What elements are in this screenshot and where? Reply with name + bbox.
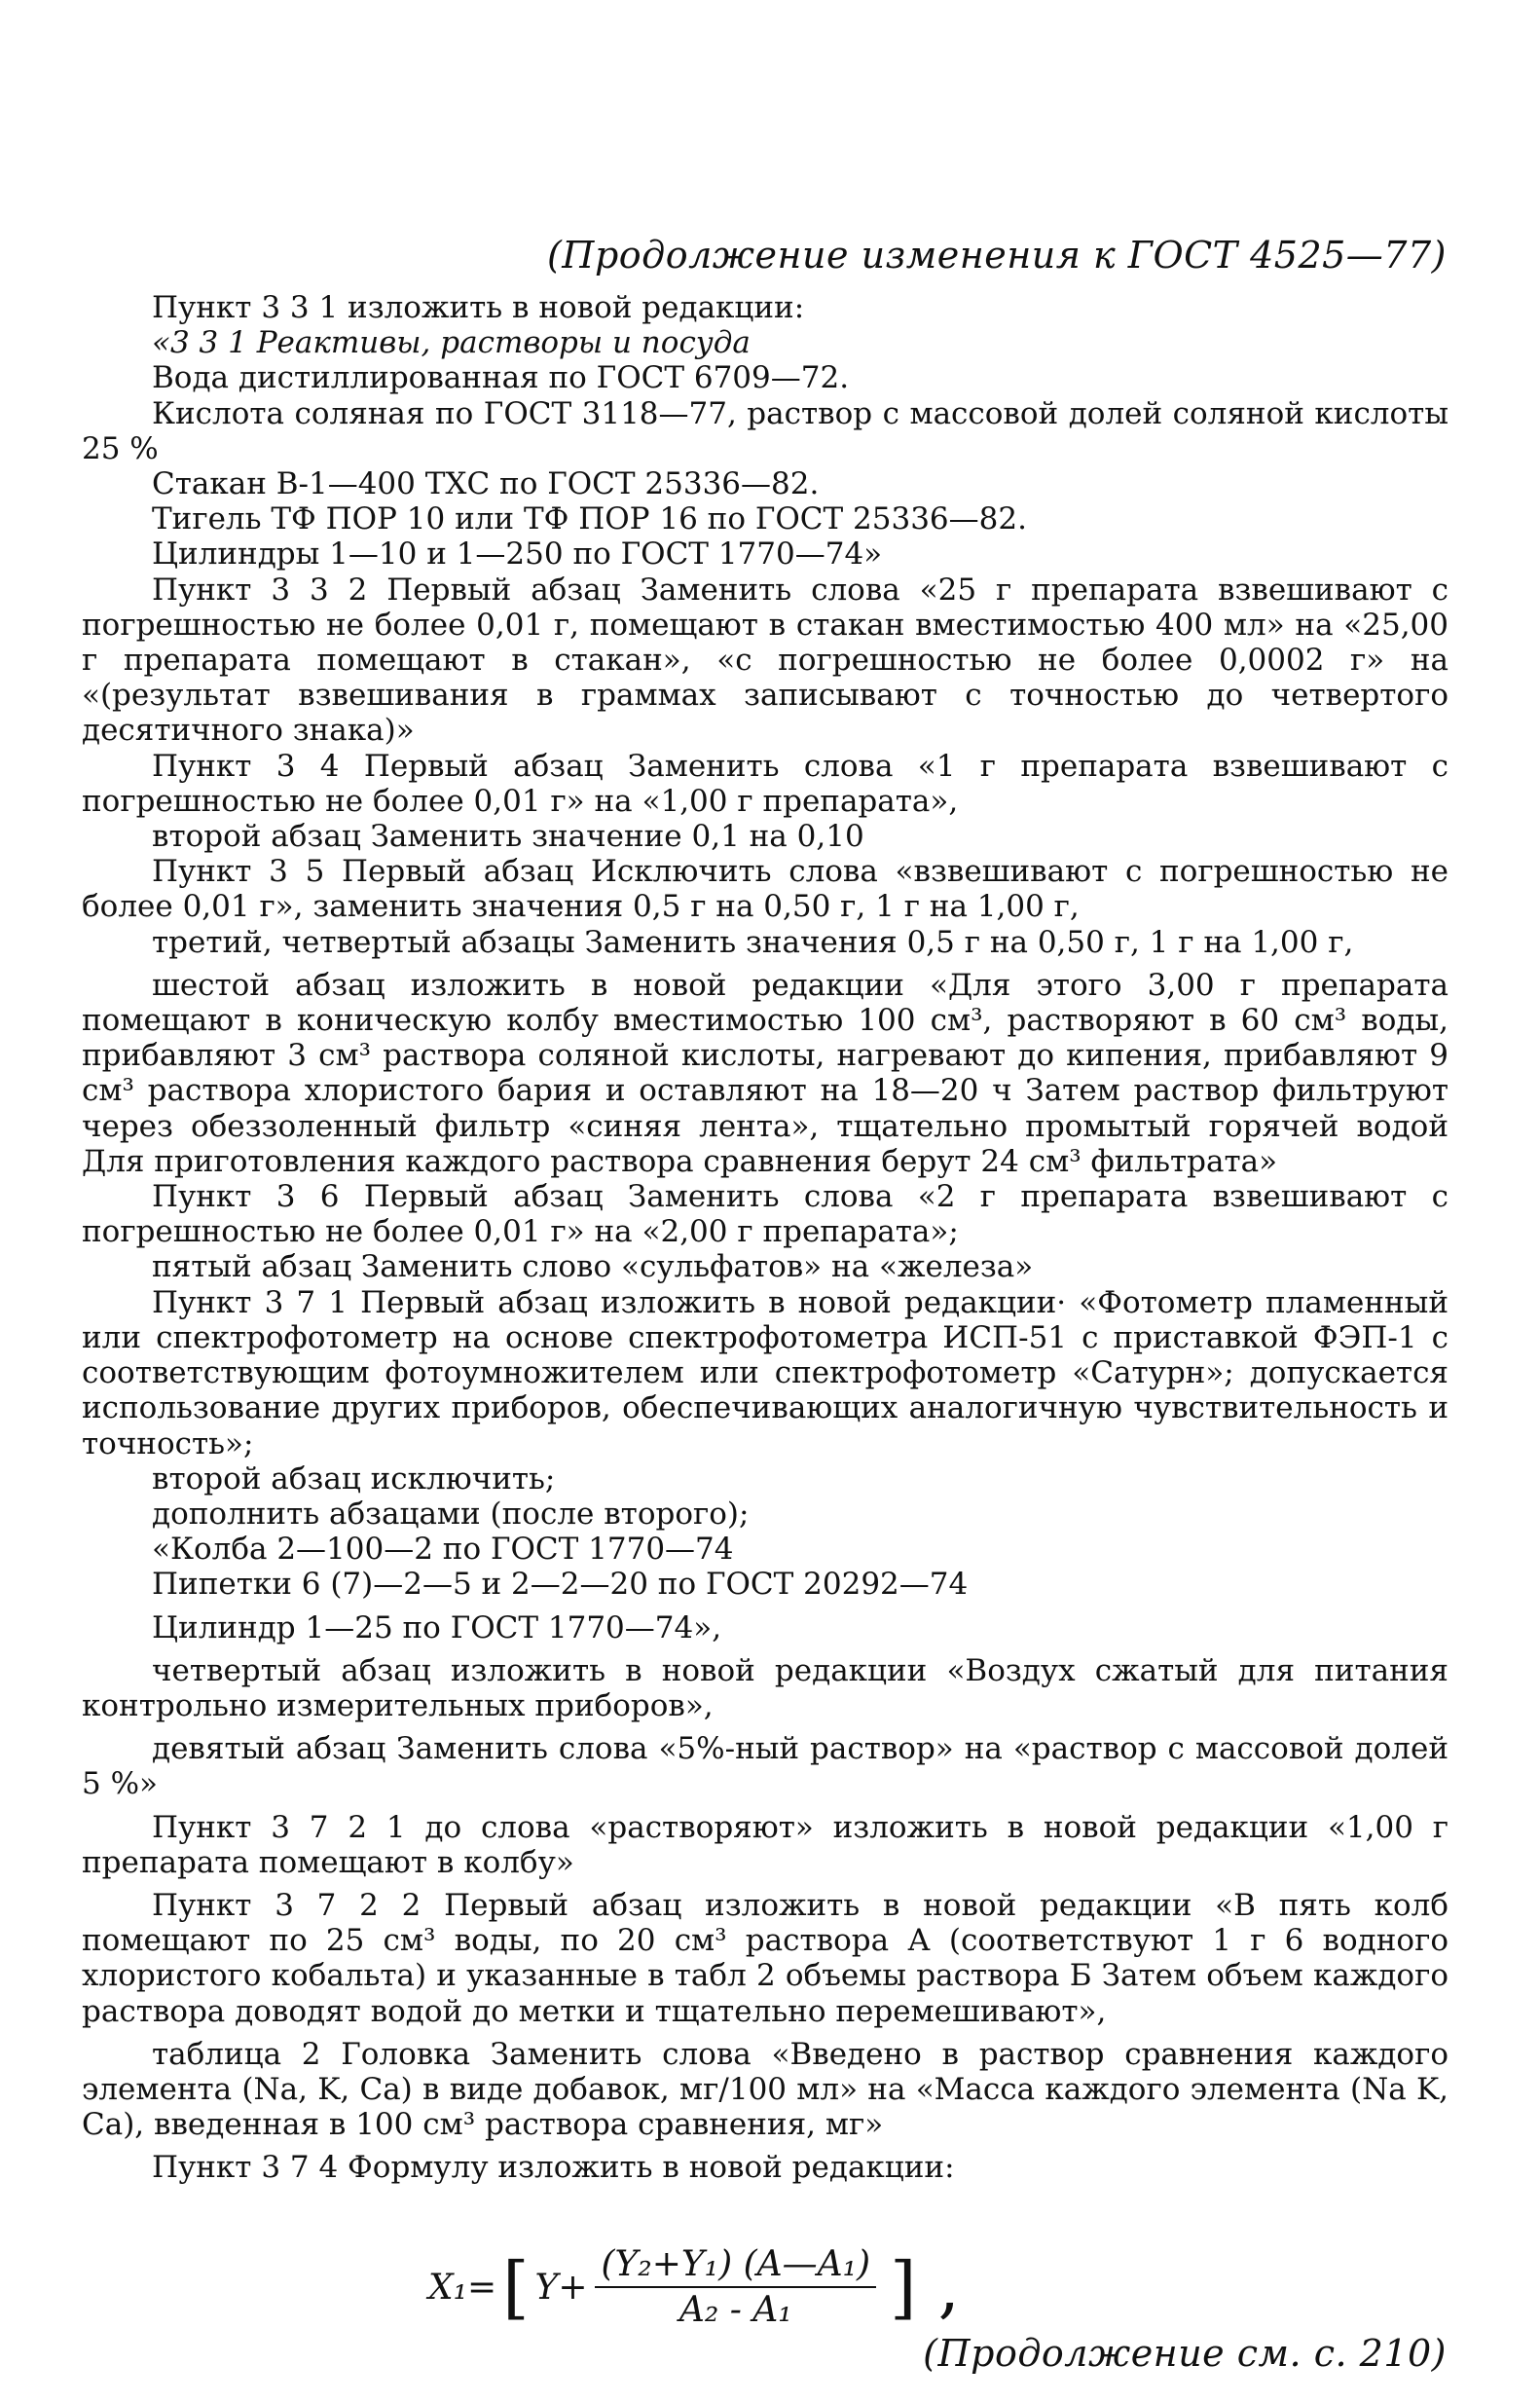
paragraph: Пункт 3 6 Первый абзац Заменить слова «2 г препарата взвешивают с погрешностью не более 0,01 г» на «2,00 г препарата»; [82,1179,1448,1250]
paragraph: шестой абзац изложить в новой редакции «Для этого 3,00 г препарата помещают в коническую колбу вместимостью 100 см³, растворяют в 60 см³ воды, прибавляют 3 см³ раствора соляной кислоты, нагревают до кипения, прибавляют 9 см³ раствора хлористого бария и оставляют на 18—20 ч Затем раствор фильтруют через обеззоленный фильтр «синяя лента», тщательно промытый горячей водой Для приготовления каждого раствора сравнения берут 24 см³ фильтрата» [82,967,1448,1179]
paragraph: Пипетки 6 (7)—2—5 и 2—2—20 по ГОСТ 20292—74 [152,1567,969,1603]
paragraph: второй абзац исключить; [152,1460,556,1497]
paragraph: Пункт 3 7 1 Первый абзац изложить в новой редакции· «Фотометр пламенный или спектрофотометр на основе спектрофотометра ИСП-51 с приставкой ФЭП-1 с соответствующим фотоумножителем или спектрофотометр «Сатурн»; допускается использование других приборов, обеспечивающих аналогичную чувствительность и точность»; [82,1284,1448,1461]
formula-open-bracket: [ [502,2247,530,2327]
paragraph: Стакан В-1—400 ТХС по ГОСТ 25336—82. [152,466,820,502]
paragraph: Кислота соляная по ГОСТ 3118—77, раствор с массовой долей соляной кислоты 25 % [82,395,1448,466]
paragraph: третий, четвертый абзацы Заменить значения 0,5 г на 0,50 г, 1 г на 1,00 г, [152,924,1354,960]
paragraph: Пункт 3 7 2 2 Первый абзац изложить в новой редакции «В пять колб помещают по 25 см³ воды, по 20 см³ раствора А (соответствуют 1 г 6 водного хлористого кобальта) и указанные в табл 2 объемы раствора Б Затем объем каждого раствора доводят водой до метки и тщательно перемешивают», [82,1887,1448,2029]
paragraph: «3 3 1 Реактивы, растворы и посуда [152,325,751,361]
paragraph: Пункт 3 5 Первый абзац Исключить слова «взвешивают с погрешностью не более 0,01 г», заменить значения 0,5 г на 0,50 г, 1 г на 1,00 г, [82,854,1448,925]
paragraph: Пункт 3 7 4 Формулу изложить в новой редакции: [152,2150,955,2186]
formula-numerator: (Y₂+Y₁) (A—A₁) [595,2244,876,2288]
formula-denominator: A₂ - A₁ [678,2290,792,2330]
amendment-text [82,290,1448,2186]
paragraph: Пункт 3 7 2 1 до слова «растворяют» изложить в новой редакции «1,00 г препарата помещают в колбу» [82,1809,1448,1880]
formula-fraction [595,2244,876,2330]
continuation-footer: (Продолжение см. с. 210) [923,2332,1447,2375]
paragraph: Цилиндр 1—25 по ГОСТ 1770—74», [152,1609,722,1645]
formula-term: Y+ [534,2267,588,2308]
paragraph: Пункт 3 4 Первый абзац Заменить слова «1 г препарата взвешивают с погрешностью не более 0,01 г» на «1,00 г препарата», [82,748,1448,819]
paragraph: Тигель ТФ ПОР 10 или ТФ ПОР 16 по ГОСТ 25336—82. [152,501,1027,537]
paragraph: четвертый абзац изложить в новой редакции «Воздух сжатый для питания контрольно измерительных приборов», [82,1652,1448,1723]
paragraph: Пункт 3 3 2 Первый абзац Заменить слова «25 г препарата взвешивают с погрешностью не более 0,01 г, помещают в стакан вместимостью 400 мл» на «25,00 г препарата помещают в стакан», «с погрешностью не более 0,0002 г» на «(результат взвешивания в граммах записывают с точностью до четвертого десятичного знака)» [82,572,1448,749]
continuation-header: (Продолжение изменения к ГОСТ 4525—77) [546,234,1447,277]
paragraph: Пункт 3 3 1 изложить в новой редакции: [152,290,805,325]
paragraph: девятый абзац Заменить слова «5%-ный раствор» на «раствор с массовой долей 5 %» [82,1731,1448,1802]
paragraph: Цилиндры 1—10 и 1—250 по ГОСТ 1770—74» [152,536,883,573]
formula [428,2244,966,2330]
paragraph: дополнить абзацами (после второго); [152,1496,750,1532]
paragraph: второй абзац Заменить значение 0,1 на 0,10 [152,819,864,855]
paragraph: «Колба 2—100—2 по ГОСТ 1770—74 [152,1532,734,1568]
paragraph: таблица 2 Головка Заменить слова «Введено в раствор сравнения каждого элемента (Na, K, Ca) в виде добавок, мг/100 мл» на «Масса каждого элемента (Na K, Ca), введенная в 100 см³ раствора сравнения, мг» [82,2036,1448,2143]
paragraph: пятый абзац Заменить слово «сульфатов» на «железа» [152,1249,1034,1285]
formula-lhs: X₁= [428,2267,497,2308]
formula-close-bracket: ] , [890,2247,960,2327]
paragraph: Вода дистиллированная по ГОСТ 6709—72. [152,360,850,396]
